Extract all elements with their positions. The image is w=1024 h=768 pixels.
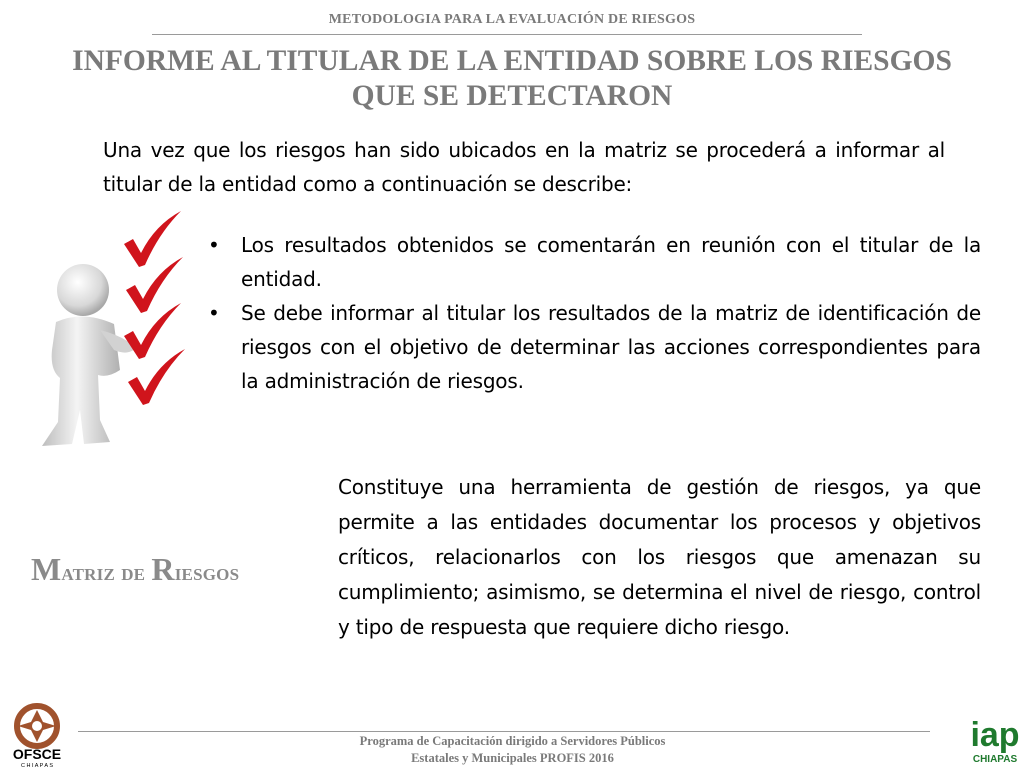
list-item [205, 228, 981, 296]
list-item [205, 296, 981, 398]
footer-line-2: Estatales y Municipales PROFIS 2016 [411, 751, 614, 765]
footer-line-1: Programa de Capacitación dirigido a Servidores Públicos [359, 734, 666, 748]
footer-divider-left [78, 731, 152, 732]
chiapas-text: CHIAPAS [972, 754, 1018, 765]
iap-chiapas-logo [967, 710, 1023, 766]
bullet-marker: • [208, 301, 220, 325]
footer-divider [152, 731, 930, 732]
bullet-text: Se debe informar al titular los resultados de la matriz de identificación de riesgos con el objetivo de determinar las acciones correspondientes para la administración de riesgos. [241, 301, 981, 393]
matrix-description: Constituye una herramienta de gestión de riesgos, ya que permite a las entidades documentar los procesos y objetivos críticos, relacionarlos con los riesgos que amenazan su cumplimiento; asimismo, se determina el nivel de riesgo, control y tipo de respuesta que requiere dicho riesgo. [338, 475, 981, 639]
bullet-list [205, 228, 981, 398]
title-line-2: QUE SE DETECTARON [351, 80, 673, 112]
header-divider [152, 34, 862, 35]
intro-paragraph: Una vez que los riesgos han sido ubicados en la matriz se procederá a informar al titular de la entidad como a continuación se describe: [103, 138, 945, 196]
title-line-1: INFORME AL TITULAR DE LA ENTIDAD SOBRE LOS RIESGOS [72, 45, 952, 77]
page-title [30, 44, 994, 114]
bullet-marker: • [208, 233, 220, 257]
ofsce-logo [2, 702, 72, 768]
iap-mark: iap [970, 716, 1020, 754]
checklist-figure-icon [28, 210, 198, 460]
document-subtitle: METODOLOGIA PARA LA EVALUACIÓN DE RIESGOS [328, 12, 696, 27]
bullet-text: Los resultados obtenidos se comentarán en reunión con el titular de la entidad. [241, 233, 981, 291]
matrix-heading: Matriz de Riesgos [31, 551, 240, 587]
footer-text [250, 733, 775, 767]
ofsce-logo-subtext: C H I A P A S [20, 763, 54, 768]
ofsce-logo-text: OFSCE [12, 746, 62, 762]
